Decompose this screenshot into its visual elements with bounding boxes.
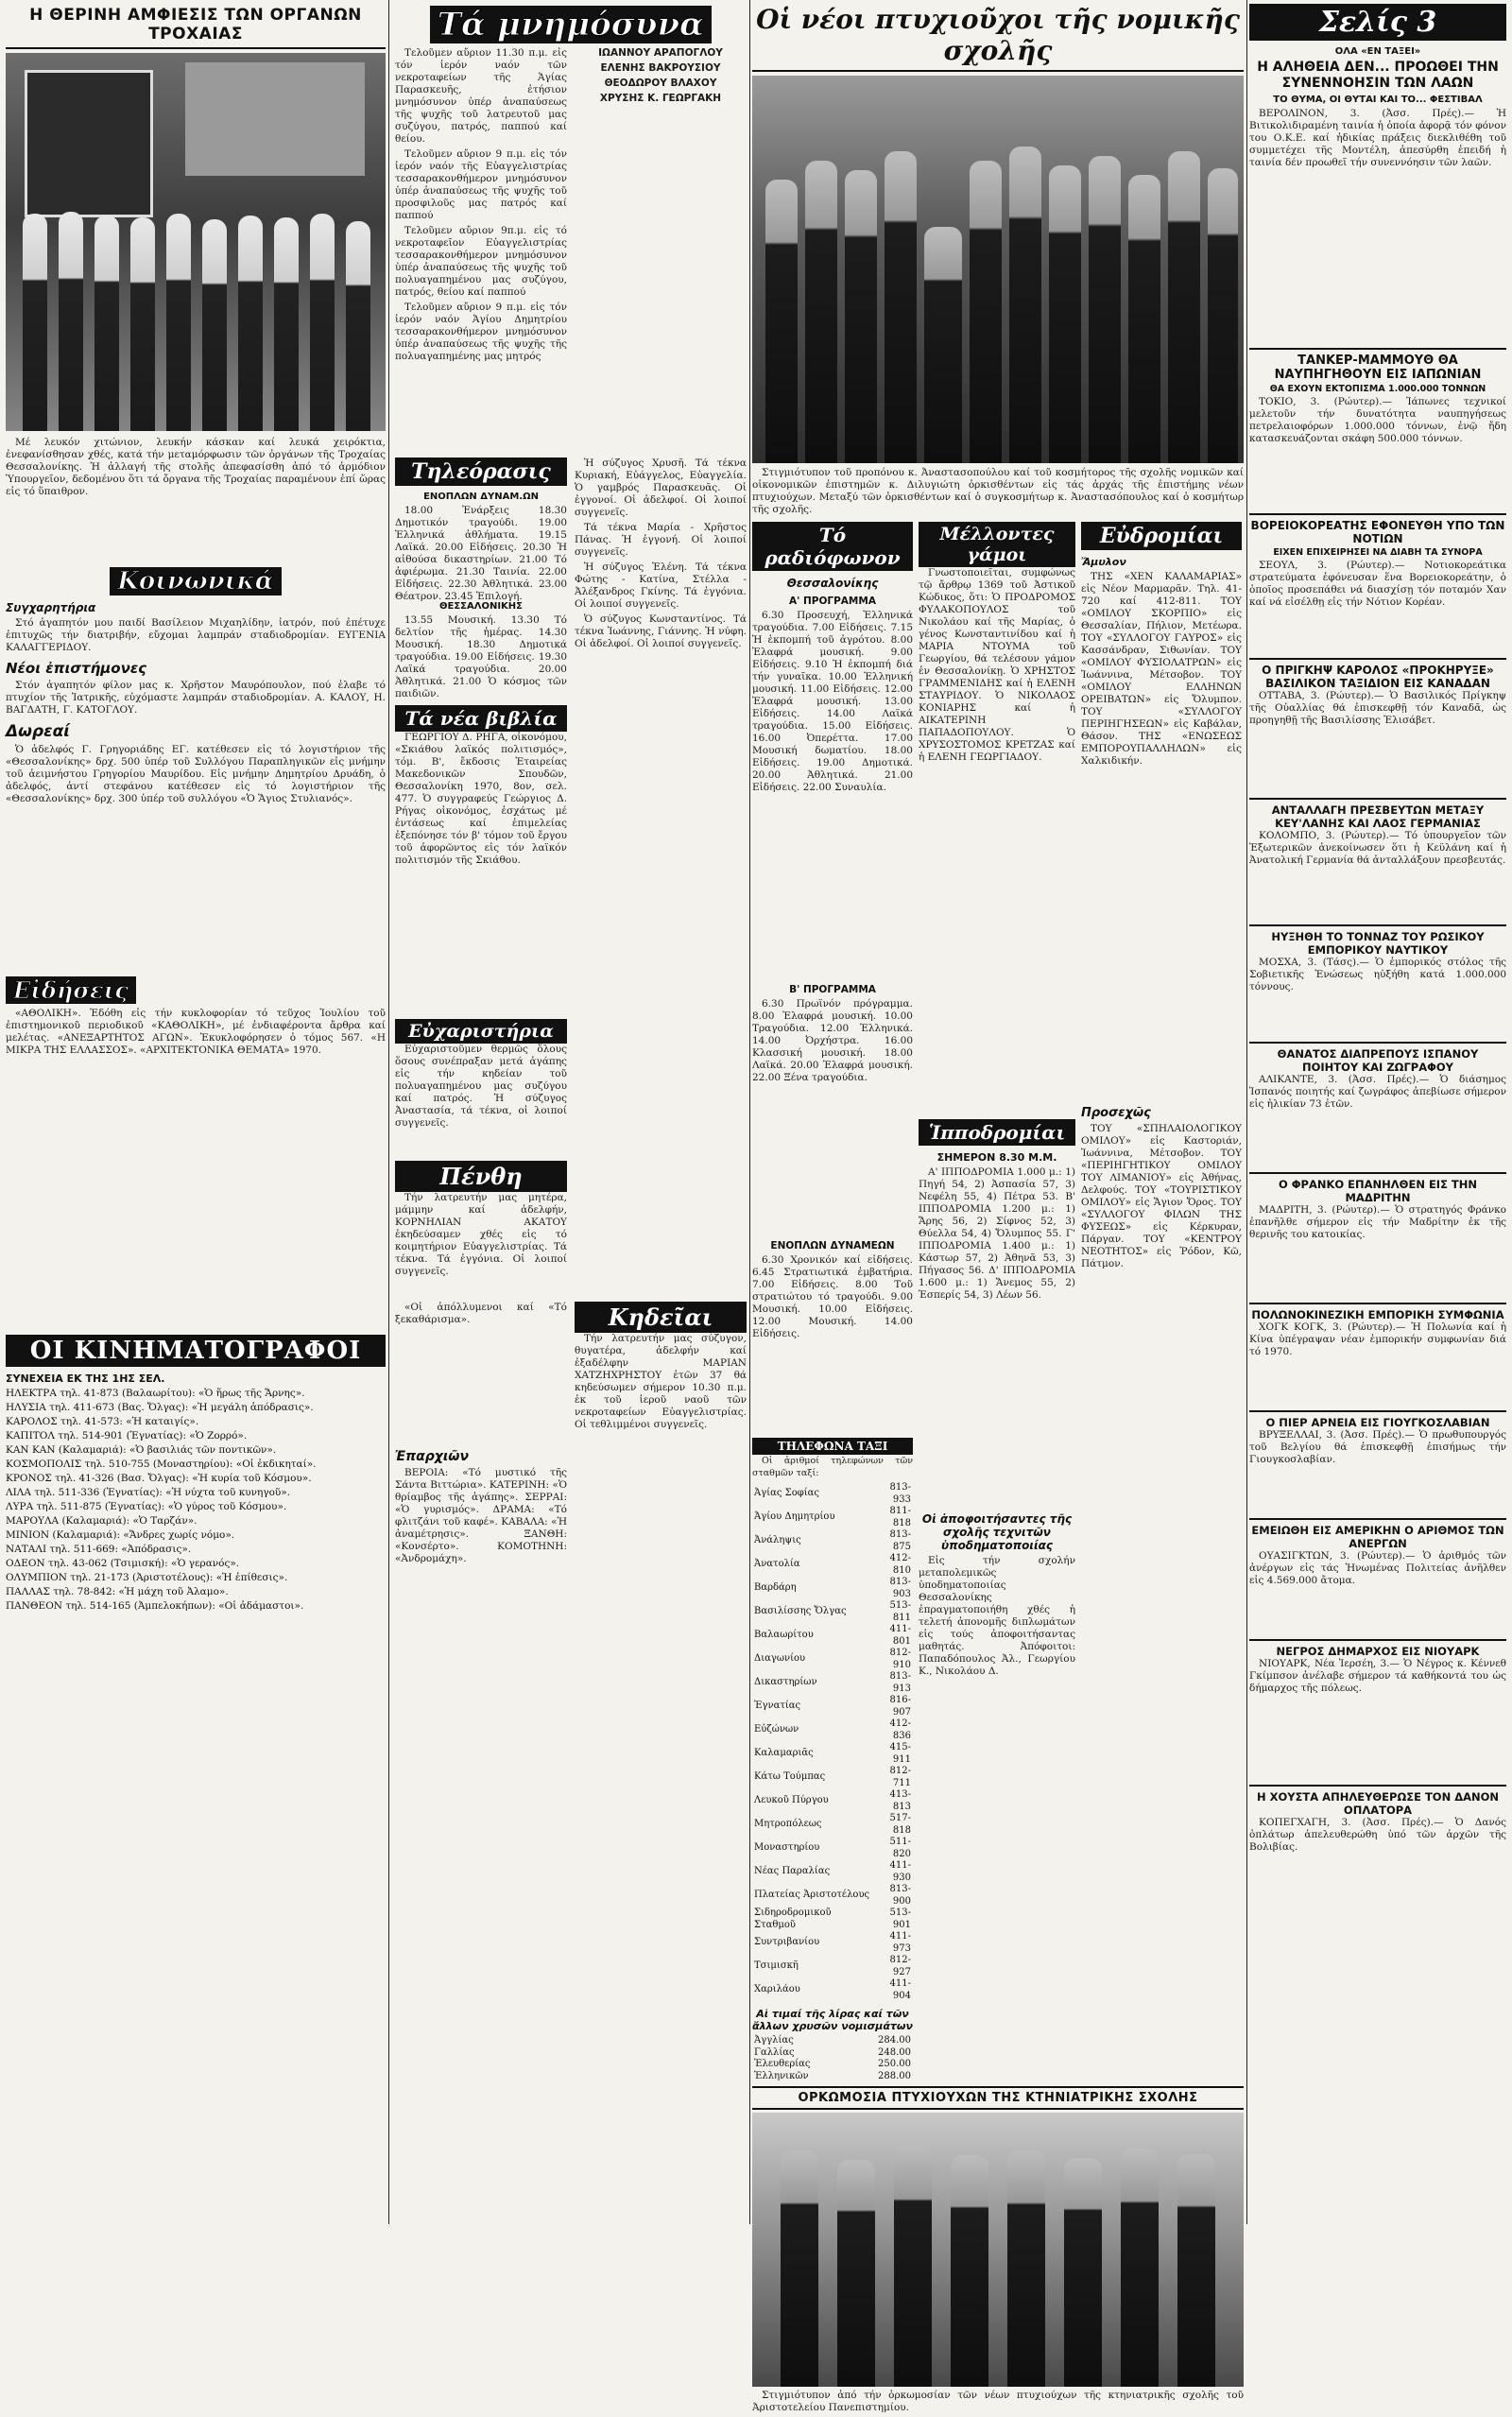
memorial-name: ΘΕΟΔΩΡΟΥ ΒΛΑΧΟΥ xyxy=(604,78,717,89)
taxi-phone-number: 511-820 xyxy=(889,1837,911,1859)
cinema-listing: ΜΙΝΙΟΝ (Καλαμαριά): «Ἄνδρες χωρίς νόμο». xyxy=(6,1529,235,1541)
radio-program-a-heading: Α' ΠΡΟΓΡΑΜΜΑ xyxy=(789,596,876,607)
taxi-phone-row xyxy=(752,1553,913,1577)
horse-racing-time: ΣΗΜΕΡΟΝ 8.30 Μ.Μ. xyxy=(936,1151,1057,1164)
divider xyxy=(1249,513,1506,515)
charles-headline: Ο ΠΡΙΓΚΗΨ ΚΑΡΟΛΟΣ «ΠΡΟΚΗΡΥΞΕ» ΒΑΣΙΛΙΚΟΝ ΤΑΞΙΔΙΟΝ ΕΙΣ ΚΑΝΑΔΑΝ xyxy=(1262,664,1494,690)
officer-figure xyxy=(130,217,155,431)
memorial-notice: Ὁ σύζυγος Κωνσταντίνος. Τά τέκνα Ἰωάννης, Γιάννης. Ἡ νύφη. Οἱ ἀδελφοί. Οἱ λοιποί συγγενεῖς. xyxy=(575,613,747,649)
korea-subheadline: ΕΙΧΕΝ ΕΠΙΧΕΙΡΗΣΕΙ ΝΑ ΔΙΑΒΗ ΤΑ ΣΥΝΟΡΑ xyxy=(1273,547,1483,558)
shoemakers-text: Εἰς τήν σχολήν μεταπολεμικῶς ὑποδηματοποιίας Θεσσαλονίκης ἐπραγματοποιήθη χθές ἡ τελετή ἀπονομῆς διπλωμάτων εἰς τούς ἀποφοιτήσαντας μαθητάς. Ἀπόφοιτοι: Παπαδόπουλος Ἀλ., Γεωργίου Κ., Νικολάου Δ. xyxy=(919,1555,1075,1677)
ambassadors-text: ΚΟΛΟΜΠΟ, 3. (Ρώυτερ).— Τό ὑπουργεῖον τῶν Ἐξωτερικῶν ἀνεκοίνωσεν ὅτι ἡ Κεϋλάνη καί ἡ Ἀνατολική Γερμανία θά ἀνταλλάξουν πρεσβευτάς. xyxy=(1249,830,1506,866)
officer-figure xyxy=(23,214,47,431)
divider xyxy=(1249,348,1506,350)
cinema-listing: ΚΑΝ ΚΑΝ (Καλαμαριά): «Ὁ βασιλιάς τῶν ποντικῶν». xyxy=(6,1444,277,1456)
taxi-stand-name: Σιδηροδρομικοῦ Σταθμοῦ xyxy=(754,1908,832,1930)
graduate-figure xyxy=(1168,151,1200,463)
taxi-phone-row xyxy=(752,1529,913,1553)
tanker-headline: ΤΑΝΚΕΡ-ΜΑΜΜΟΥΘ ΘΑ ΝΑΥΠΗΓΗΘΟΥΝ ΕΙΣ ΙΑΠΩΝΙΑΝ xyxy=(1274,354,1482,382)
taxi-stand-name: Πλατείας Ἀριστοτέλους xyxy=(754,1890,870,1901)
cinema-listing: ΜΑΡΟΥΛΑ (Καλαμαριά): «Ὁ Ταρζάν». xyxy=(6,1515,198,1527)
memorials-list xyxy=(395,47,567,454)
taxi-stand-name: Εὐζώνων xyxy=(754,1724,799,1735)
taxi-stand-name: Λευκοῦ Πύργου xyxy=(754,1795,829,1806)
taxi-phone-number: 816-907 xyxy=(889,1695,911,1718)
congrats-text: Στό ἀγαπητόν μου παιδί Βασίλειον Μιχαηλίδην, ἰατρόν, πού ἐπέτυχε ἐπιτυχῶς τήν διατριβήν, εὔχομαι λαμπράν σταδιοδρομίαν. ΕΥΓΕΝΙΑ ΚΑΛΑΓΓΕΡΙΔΟΥ. xyxy=(6,617,386,653)
tv-title: Τηλεόρασις xyxy=(395,458,567,486)
taxi-phone-row xyxy=(752,1718,913,1742)
memorials-body xyxy=(395,47,747,454)
newark-mayor-text: ΝΙΟΥΑΡΚ, Νέα Ἰερσέη, 3.— Ὁ Νέγρος κ. Κέννεθ Γκίμπσον ἀνέλαβε σήμερον τά καθήκοντά του ὡς δήμαρχος τῆς πόλεως. xyxy=(1249,1658,1506,1694)
graduate-figure xyxy=(1208,168,1238,463)
donations-text: Ὁ ἀδελφός Γ. Γρηγοριάδης ΕΓ. κατέθεσεν εἰς τό λογιστήριον τῆς «Θεσσαλονίκης» δρχ. 500 ὑπέρ τοῦ Συλλόγου Παραπληγικῶν εἰς μνήμην τοῦ ἀειμνήστου Γρηγορίου Μαυρίδου. Εἰς μνήμην Δημητρίου Δρυάδη, ὁ ἀδελφός, ἀντί στεφάνου κατέθεσεν εἰς τό λογιστήριον τῆς «Θεσσαλονίκης» δρχ. 300 ὑπέρ τοῦ συλλόγου «Ὁ Ἅγιος Στυλιανός». xyxy=(6,744,386,804)
taxi-phone-row xyxy=(752,1766,913,1789)
mourning-title: Πένθη xyxy=(395,1161,567,1192)
graduate-figure xyxy=(845,170,877,463)
divider xyxy=(1249,798,1506,800)
taxi-phone-row xyxy=(752,1813,913,1837)
taxi-phone-row xyxy=(752,1978,913,2002)
radio-subtitle: Θεσσαλονίκης xyxy=(786,577,879,590)
new-books-text: ΓΕΩΡΓΙΟΥ Δ. ΡΗΓΑ, οἰκονόμου, «Σκιάθου λαϊκός πολιτισμός», τόμ. Β', ἔκδοσις Ἑταιρείας Μακεδονικῶν Σπουδῶν, Θεσσαλονίκη 1970, 8ον, σελ. 477. Ὁ συγγραφεύς Γεώργιος Δ. Ρήγας οἰκονόμος, ἐσχάτως μέ ἐντάσεως καί ἐπιμελείας ἐξεπόνησε τόν β' τόμον τοῦ ἔργου τοῦ ἀφορῶντος εἰς τόν λαϊκόν πολιτισμόν τῆς Σκιάθου. xyxy=(395,732,567,866)
column-divider xyxy=(1246,0,1247,2224)
taxi-phones-title: ΤΗΛΕΦΩΝΑ ΤΑΞΙ xyxy=(752,1438,913,1455)
upcoming-text: ΤΟΥ «ΣΠΗΛΑΙΟΛΟΓΙΚΟΥ ΟΜΙΛΟΥ» εἰς Καστοριάν, Ἰωάννινα, Μέτσοβον. ΤΟΥ «ΠΕΡΙΗΓΗΤΙΚΟΥ ΟΜΙΛΟΥ ΤΟΥ ΛΙΜΑΝΙΟΥ» εἰς Ἀθήνας, Δελφούς. ΤΟΥ «ΤΟΥΡΙΣΤΙΚΟΥ ΟΜΙΛΟΥ» εἰς Ἄγιον Ὄρος. ΤΟΥ «ΣΥΛΛΟΓΟΥ ΦΙΛΩΝ ΤΗΣ ΦΥΣΕΩΣ» εἰς Κέρκυραν, Πάργαν. ΤΟΥ «ΚΕΝΤΡΟΥ ΝΕΟΤΗΤΟΣ» εἰς Ῥόδον, Κῶ, Πάτμον. xyxy=(1081,1123,1242,1269)
law-graduates-caption: Στιγμιότυπον τοῦ προπόνου κ. Ἀναστασοπούλου καί τοῦ κοσμήτορος τῆς σχολῆς νομικῶν καί οἰκονομικῶν ἐπιστημῶν κ. Διλυγιώτη ὁρκισθέντων εἰς τάς ἀρχάς τῆς ἐπιστήμης νέων πτυχιούχων. Μεταξύ τῶν ὁρκισθέντων καί ὁ συγκοσμήτωρ κ. Ἀναστασόπουλος καί ὁ κοσμήτωρ τῆς σχολῆς. xyxy=(752,467,1244,515)
graduate-figure xyxy=(1128,175,1160,463)
ambassadors-headline: ΑΝΤΑΛΛΑΓΗ ΠΡΕΣΒΕΥΤΩΝ ΜΕΤΑΞΥ ΚΕΥ'ΛΑΝΗΣ ΚΑΙ ΛΑΟΣ ΓΕΡΜΑΝΙΑΣ xyxy=(1271,803,1485,830)
column-1 xyxy=(6,0,386,1614)
coin-price: 248.00 xyxy=(878,2046,911,2058)
tv-schedule: 18.00 Ἐνάρξεις 18.30 Δημοτικόν τραγούδι. 19.00 Ἑλληνικά ἀθλήματα. 19.15 Λαϊκά. 20.00 Εἰδήσεις. 20.30 Ἡ αἰθούσα δικαστηρίων. 21.00 Τό ἀφιέρωμα. 21.30 Ταινία. 22.00 Εἰδήσεις. 22.30 Ἀθλητικά. 23.00 Θέατρον. 23.45 Ἐπιλογή. xyxy=(395,505,567,602)
provinces-heading: Ἐπαρχιῶν xyxy=(395,1449,469,1464)
taxi-phone-number: 813-933 xyxy=(889,1482,911,1505)
taxi-phone-row xyxy=(752,1931,913,1955)
cinema-listing: ΚΑΠΙΤΟΛ τηλ. 514-901 (Ἐγνατίας): «Ὁ Ζορρό». xyxy=(6,1430,248,1442)
taxi-stand-name: Συντριβανίου xyxy=(754,1937,820,1948)
gold-prices-table xyxy=(752,2035,913,2082)
thanks-text: Εὐχαριστοῦμεν θερμῶς ὅλους ὅσους συνέπραξαν μετά ἀγάπης εἰς τήν κηδείαν τοῦ πολυαγαπημένου μας συζύγου καί πατρός. Ἡ σύζυγος Ἀναστασία, τά τέκνα, οἱ λοιποί συγγενεῖς. xyxy=(395,1044,567,1129)
funerals-text: Τήν λατρευτήν μας σύζυγον, θυγατέρα, ἀδελφήν καί ἐξαδέλφην ΜΑΡΙΑΝ ΧΑΤΖΗΧΡΗΣΤΟΥ ἐτῶν 37 θά κηδεύσωμεν σήμερον 10.30 π.μ. ἐκ τοῦ ἱεροῦ ναοῦ τῶν νεκροταφείων Εὐαγγελιστρίας. Οἱ τεθλιμμένοι συγγενεῖς. xyxy=(575,1333,747,1430)
graduate-figure xyxy=(1064,2158,1102,2387)
graduate-figure xyxy=(951,2155,988,2387)
tanker-text: ΤΟΚΙΟ, 3. (Ρώυτερ).— Ἰάπωνες τεχνικοί μελετοῦν τήν δυνατότητα ναυπηγήσεως πετρελαιοφόρων 1.000.000 τόννων, ἐνῷ ἤδη κατασκευάζονται σκάφη 500.000 τόννων. xyxy=(1249,396,1506,444)
lower-col2 xyxy=(395,1302,747,1826)
tonnage-text: ΜΟΣΧΑ, 3. (Τάσς).— Ὁ ἐμπορικός στόλος τῆς Σοβιετικῆς Ἑνώσεως ηὐξήθη κατά 1.000.000 τόννους. xyxy=(1249,957,1506,993)
column-4 xyxy=(1249,0,1506,1892)
taxi-phone-row xyxy=(752,1742,913,1766)
taxi-phone-row xyxy=(752,1648,913,1671)
law-graduates-photo xyxy=(752,76,1244,463)
graduate-figure xyxy=(1049,165,1081,463)
tonnage-headline: ΗΥΞΗΘΗ ΤΟ ΤΟΝΝΑΖ ΤΟΥ ΡΩΣΙΚΟΥ ΕΜΠΟΡΙΚΟΥ ΝΑΥΤΙΚΟΥ xyxy=(1271,930,1485,957)
cinema-list xyxy=(6,1388,386,1613)
taxi-stand-name: Ἀνάληψις xyxy=(754,1535,801,1546)
danish-release-text: ΚΟΠΕΓΧΑΓΗ, 3. (Ἀσσ. Πρές).— Ὁ Δανός ὁπλάτωρ ἀπελευθερώθη ὑπό τῶν ἀρχῶν τῆς Βολιβίας. xyxy=(1249,1817,1506,1853)
taxi-phone-number: 813-903 xyxy=(889,1577,911,1599)
traffic-police-photo xyxy=(6,53,386,431)
cinema-listing: ΗΛΥΣΙΑ τηλ. 411-673 (Βας. Ὄλγας): «Ἡ μεγάλη ἀπόδρασις». xyxy=(6,1402,314,1413)
coin-name: Ἐλευθερίας xyxy=(754,2059,811,2069)
taxi-phones-intro: Οἱ ἀριθμοί τηλεφώνων τῶν σταθμῶν ταξί: xyxy=(752,1456,913,1478)
taxi-stand-name: Καλαμαριᾶς xyxy=(754,1748,814,1759)
provinces-text: ΒΕΡΟΙΑ: «Τό μυστικό τῆς Σάντα Βιττώρια». ΚΑΤΕΡΙΝΗ: «Ὁ θρίαμβος τῆς ἀγάπης». ΣΕΡΡΑΙ: «Ὁ γυρισμός». ΔΡΑΜΑ: «Τό φλιτζάνι τοῦ καφέ». ΚΑΒΑΛΑ: «Ἡ ἀναμέτρησις». ΞΑΝΘΗ: «Κονσέρτο». ΚΟΜΟΤΗΝΗ: «Ἀνδρομάχη». xyxy=(395,1467,567,1564)
divider xyxy=(1249,1042,1506,1044)
poland-china-text: ΧΟΓΚ ΚΟΓΚ, 3. (Ρώυτερ).— Ἡ Πολωνία καί ἡ Κίνα ὑπέγραψαν νέαν ἐμπορικήν συμφωνίαν διά τό 1970. xyxy=(1249,1321,1506,1357)
taxi-phone-number: 411-801 xyxy=(889,1624,911,1647)
poet-death-text: ΑΛΙΚΑΝΤΕ, 3. (Ἀσσ. Πρές).— Ὁ διάσημος Ἱσπανός ποιητής καί ζωγράφος ἀπεβίωσε σήμερον εἰς ἡλικίαν 73 ἐτῶν. xyxy=(1249,1074,1506,1110)
armed-forces-radio-heading: ΕΝΟΠΛΩΝ ΔΥΝΑΜΕΩΝ xyxy=(770,1240,895,1252)
graduate-figure xyxy=(837,2160,875,2387)
thanks-title: Εὐχαριστήρια xyxy=(395,1019,567,1044)
taxi-phone-row xyxy=(752,1506,913,1529)
weddings-text: Γνωστοποιεῖται, συμφώνως τῷ ἄρθρῳ 1369 τοῦ Ἀστικοῦ Κώδικος, ὅτι: Ὁ ΠΡΟΔΡΟΜΟΣ ΦΥΛΑΚΟΠΟΥΛΟΣ τοῦ Νικολάου καί τῆς Μαρίας, ὁ γένος Κωνσταντινίδου καί ἡ ΜΑΡΙΑ ΝΤΟΥΜΑ τοῦ Γεωργίου, θά τελέσουν γάμον ἐν Θεσσαλονίκῃ. Ὁ ΧΡΗΣΤΟΣ ΓΡΑΜΜΕΝΙΔΗΣ καί ἡ ΕΛΕΝΗ ΣΤΑΥΡΙΔΟΥ. Ὁ ΝΙΚΟΛΑΟΣ ΚΟΝΙΑΡΗΣ καί ἡ ΑΙΚΑΤΕΡΙΝΗ ΠΑΠΑΔΟΠΟΥΛΟΥ. Ὁ ΧΡΥΣΟΣΤΟΜΟΣ ΚΡΕΤΖΑΣ καί ἡ ΕΛΕΝΗ ΓΕΩΡΓΙΑΔΟΥ. xyxy=(919,567,1075,763)
radio-program-b-heading: Β' ΠΡΟΓΡΑΜΜΑ xyxy=(789,984,876,995)
divider xyxy=(1249,1172,1506,1174)
lead-text: ΒΕΡΟΛΙΝΟΝ, 3. (Ἀσσ. Πρές).— Ἡ Βιτικολιδιραμένη ταινία ἡ ὁποία ἀφορᾷ τόν φόνον του Ο.Κ.Ε. καί ἠδικίας πράξεις διεκλιθέθη τοῦ συμμετέχει τῆς Μοντέλη, ἀπεσύρθη ἐπειδή ἡ ταινία δέν προωθεῖ τήν συνεννόησιν τῶν λαῶν. xyxy=(1249,108,1506,168)
taxi-stand-name: Ἀγίου Δημητρίου xyxy=(754,1511,835,1523)
funerals-block xyxy=(575,1302,747,1826)
yugoslavia-text: ΒΡΥΞΕΛΛΑΙ, 3. (Ἀσσ. Πρές).— Ὁ πρωθυπουργός τοῦ Βελγίου θά ἐπισκεφθῇ ἐπισήμως τήν Γιουγκοσλαβίαν. xyxy=(1249,1429,1506,1465)
taxi-phone-row xyxy=(752,1884,913,1908)
taxi-phone-number: 415-911 xyxy=(889,1742,911,1765)
excursions-subtitle: Ἄμυλον xyxy=(1081,556,1126,568)
column-2 xyxy=(395,0,747,1826)
excursions-subcolumn xyxy=(1081,522,1242,2082)
cinemas-subtitle: ΣΥΝΕΧΕΙΑ ΕΚ ΤΗΣ 1ΗΣ ΣΕΛ. xyxy=(6,1373,165,1385)
cinema-listing: ΛΥΡΑ τηλ. 511-875 (Ἐγνατίας): «Ὁ γύρος τοῦ Κόσμου». xyxy=(6,1501,287,1512)
page-number-masthead: Σελίς 3 xyxy=(1249,4,1506,41)
korea-text: ΣΕΟΥΛ, 3. (Ρώυτερ).— Νοτιοκορεάτικα στρατεύματα ἐφόνευσαν ἕνα Βορειοκορεάτην, ὁ ὁποῖος προσεπάθει νά διασχίσῃ τόν ποταμόν Χαν καί νά εἰσέλθῃ εἰς τήν Νότιον Κορέαν. xyxy=(1249,560,1506,608)
graduate-figure xyxy=(924,227,962,463)
column-divider xyxy=(388,0,389,2224)
weddings-subcolumn xyxy=(919,522,1075,2082)
franco-text: ΜΑΔΡΙΤΗ, 3. (Ρώυτερ).— Ὁ στρατηγός Φράνκο ἐπανῆλθε σήμερον εἰς τήν Μαδρίτην ἐκ τῆς θερινῆς του κατοικίας. xyxy=(1249,1204,1506,1240)
gold-price-row xyxy=(752,2047,913,2060)
social-section-header xyxy=(6,567,386,596)
col3-lower xyxy=(752,522,1244,2082)
taxi-phone-row xyxy=(752,1624,913,1648)
memorial-notice: Τελοῦμεν αὔριον 9π.μ. εἰς τό νεκροταφεῖον Εὐαγγελιστρίας τεσσαρακονθήμερον μνημόσυνον ὑπέρ ἀναπαύσεως τῆς ψυχῆς τοῦ πολυαγαπημένου μας συζύγου, πατρός, θείου καί παππού xyxy=(395,225,567,298)
radio-program-b: 6.30 Πρωϊνόν πρόγραμμα. 8.00 Ἐλαφρά μουσική. 10.00 Τραγούδια. 12.00 Ἑλληνικά. 14.00 Ὀρχήστρα. 16.00 Κλασσική μουσική. 18.00 Λαϊκά. 20.00 Ἐλαφρά μουσική. 22.00 Ξένα τραγούδια. xyxy=(752,998,913,1083)
cinemas-title: ΟΙ ΚΙΝΗΜΑΤΟΓΡΑΦΟΙ xyxy=(6,1335,386,1367)
charles-text: ΟΤΤΑΒΑ, 3. (Ρώυτερ).— Ὁ Βασιλικός Πρίγκηψ τῆς Οὐαλλίας θά ἐπισκεφθῇ τόν Καναδᾶ, ὡς προηγηθῇ τῆς Βασιλίσσης Ἐλισάβετ. xyxy=(1249,690,1506,726)
taxi-stand-name: Δικαστηρίων xyxy=(754,1677,817,1688)
cinema-listing: ΚΡΟΝΟΣ τηλ. 41-326 (Βασ. Ὄλγας): «Ἡ κυρία τοῦ Κόσμου». xyxy=(6,1473,312,1484)
cinema-listing: ΝΑΤΑΛΙ τηλ. 511-669: «Ἀπόδρασις». xyxy=(6,1544,192,1555)
news-text: «ΑΘΟΛΙΚΗ». Ἐδόθη εἰς τήν κυκλοφορίαν τό τεῦχος Ἰουλίου τοῦ ἐπιστημονικοῦ περιοδικοῦ «ΚΑΘΟΛΙΚΗ», μέ ἐνδιαφέροντα ἄρθρα καί μελέτας. «ΑΝΕΞΑΡΤΗΤΟΣ ΑΓΩΝ». Ἐκυκλοφόρησεν ὁ τόμος 567. «Η ΜΙΚΡΑ ΤΗΣ ΕΛΛΑΣΣΟΣ». «ΑΡΧΙΤΕΚΤΟΝΙΚΑ ΘΕΜΑΤΑ» 1970. xyxy=(6,1008,386,1056)
taxi-stand-name: Βαλαωρίτου xyxy=(754,1630,814,1641)
lead-headline: Η ΑΛΗΘΕΙΑ ΔΕΝ... ΠΡΟΩΘΕΙ ΤΗΝ ΣΥΝΕΝΝΟΗΣΙΝ ΤΩΝ ΛΑΩΝ xyxy=(1257,60,1499,91)
taxi-phone-number: 411-973 xyxy=(889,1931,911,1954)
excursions-title: Εὐδρομίαι xyxy=(1081,522,1242,550)
graduate-figure xyxy=(894,2146,932,2387)
memorial-notice: Ἡ σύζυγος Ἑλένη. Τά τέκνα Φώτης - Κατίνα, Στέλλα - Ἀλέξανδρος Γκίνης. Τά ἐγγόνια. Οἱ λοιποί συγγενεῖς. xyxy=(575,561,747,610)
memorial-notice: Τελοῦμεν αὔριον 11.30 π.μ. εἰς τόν ἱερόν ναόν τῶν νεκροταφείων τῆς Ἁγίας Παρασκευῆς, ἐτήσιον μνημόσυνον ὑπέρ ἀναπαύσεως τῆς ψυχῆς τοῦ λατρευτοῦ μας συζύγου, πατρός, παππού καί θείου. xyxy=(395,47,567,145)
taxi-stand-name: Κάτω Τούμπας xyxy=(754,1771,826,1783)
graduate-figure xyxy=(1009,147,1041,463)
officer-figure xyxy=(274,217,299,431)
news-section-header xyxy=(6,976,386,1004)
taxi-phone-number: 513-901 xyxy=(889,1908,911,1930)
radio-program-a: 6.30 Προσευχή, Ἑλληνικά τραγούδια. 7.00 Εἰδήσεις. 7.15 Ἡ ἐκπομπή τοῦ ἀγρότου. 8.00 Ἐλαφρά μουσική. 9.00 Εἰδήσεις. 9.10 Ἡ ἐκπομπή διά τήν γυναῖκα. 10.00 Ἑλληνική μουσική. 11.00 Εἰδήσεις. 12.00 Ἐλαφρά μουσική. 13.00 Εἰδήσεις. 14.00 Λαϊκά τραγούδια. 15.00 Εἰδήσεις. 16.00 Ὀπερέττα. 17.00 Μουσική δωματίου. 18.00 Εἰδήσεις. 19.00 Δημοτικά. 20.00 Ἀθλητικά. 21.00 Εἰδήσεις. 22.00 Συναυλία. xyxy=(752,610,913,793)
officer-figure xyxy=(202,219,227,431)
graduate-figure xyxy=(1089,156,1121,463)
taxi-phone-row xyxy=(752,1600,913,1624)
taxi-phone-number: 513-811 xyxy=(889,1600,911,1623)
memorial-notice: Τά τέκνα Μαρία - Χρῆστος Πάνας. Ἡ ἐγγονή. Οἱ λοιποί συγγενεῖς. xyxy=(575,522,747,558)
memorial-name: ΕΛΕΝΗΣ ΒΑΚΡΟΥΣΙΟΥ xyxy=(600,62,721,74)
weddings-title: Μέλλοντες γάμοι xyxy=(919,522,1075,567)
taxi-stand-name: Χαριλάου xyxy=(754,1984,800,1995)
donations-heading: Δωρεαί xyxy=(6,722,70,741)
cinema-listing: ΗΛΕΚΤΡΑ τηλ. 41-873 (Βαλαωρίτου): «Ὁ ἥρως τῆς Ἄρνης». xyxy=(6,1388,305,1399)
gold-price-row xyxy=(752,2035,913,2047)
building-doorway xyxy=(25,70,153,217)
divider xyxy=(1249,1639,1506,1641)
building-facade xyxy=(185,62,365,176)
coin-price: 284.00 xyxy=(878,2035,911,2046)
upcoming-heading: Προσεχῶς xyxy=(1081,1106,1151,1120)
tv-subtitle: ΕΝΟΠΛΩΝ ΔΥΝΑΜ.ΩΝ xyxy=(423,492,539,502)
memorials-header xyxy=(395,0,747,47)
left-subcolumn xyxy=(395,458,567,1296)
taxi-stand-name: Ἀνατολία xyxy=(754,1559,800,1570)
tv-books-row xyxy=(395,458,747,1296)
thessaloniki-tv-schedule: 13.55 Μουσική. 13.30 Τό δελτίον τῆς ἡμέρας. 14.30 Μουσική. 18.30 Δημοτικά τραγούδια. 19.00 Εἰδήσεις. 19.30 Λαϊκά τραγούδια. 20.00 Ἀθλητικά. 21.00 Ὁ κόσμος τῶν παιδιῶν. xyxy=(395,614,567,699)
officer-figure xyxy=(94,216,119,431)
taxi-stand-name: Βαρδάρη xyxy=(754,1582,797,1594)
taxi-phone-row xyxy=(752,1955,913,1978)
taxi-phone-number: 813-875 xyxy=(889,1529,911,1552)
graduate-figure xyxy=(970,161,1002,463)
taxi-phone-row xyxy=(752,1482,913,1506)
taxi-phone-row xyxy=(752,1837,913,1860)
news-title: Εἰδήσεις xyxy=(6,976,136,1004)
radio-title: Τό ραδιόφωνον xyxy=(752,522,913,571)
divider xyxy=(1249,1785,1506,1787)
new-scientists-text: Στόν ἀγαπητόν φίλον μας κ. Χρῆστον Μαυρόπουλον, πού ἐλαβε τό πτυχίον τῆς Ἰατρικῆς, εὐχόμαστε λαμπράν σταδιοδρομίαν. Α. ΚΑΛΟΥ, Η. ΒΑΓΔΑΤΗ, Γ. ΚΑΤΟΓΛΟΥ. xyxy=(6,680,386,716)
memorials-list-continued xyxy=(575,47,747,454)
lead-tag: ΟΛΑ «ΕΝ ΤΑΞΕΙ» xyxy=(1334,46,1421,57)
mourning-text: Τήν λατρευτήν μας μητέρα, μάμμην καί ἀδελφήν, ΚΟΡΝΗΛΙΑΝ ΑΚΑΤΟΥ ἐκηδεύσαμεν χθές εἰς τό κοιμητήριον Εὐαγγελιστρίας. Τά τέκνα. Τά ἐγγόνια. Οἱ λοιποί συγγενεῖς. xyxy=(395,1192,567,1277)
taxi-phone-number: 411-930 xyxy=(889,1860,911,1883)
graduate-figure xyxy=(1007,2150,1045,2387)
gold-price-row xyxy=(752,2071,913,2083)
taxi-stand-name: Ἀγίας Σοφίας xyxy=(754,1488,820,1499)
memorial-name: ΙΩΑΝΝΟΥ ΑΡΑΠΟΓΛΟΥ xyxy=(598,47,723,59)
newark-mayor-headline: ΝΕΓΡΟΣ ΔΗΜΑΡΧΟΣ ΕΙΣ ΝΙΟΥΑΡΚ xyxy=(1276,1645,1480,1658)
cinema-listing: ΚΑΡΟΛΟΣ τηλ. 41-573: «Ἡ καταιγίς». xyxy=(6,1416,199,1427)
taxi-phone-number: 812-910 xyxy=(889,1648,911,1670)
coin-name: Ἑλληνικῶν xyxy=(754,2070,809,2081)
gold-prices-heading: Αἱ τιμαί τῆς λίρας καί τῶν ἄλλων χρυσῶν νομισμάτων xyxy=(752,2008,913,2032)
taxi-stand-name: Ἐγνατίας xyxy=(754,1701,801,1712)
thessaloniki-tv-heading: ΘΕΣΣΑΛΟΝΙΚΗΣ xyxy=(438,601,523,612)
cinema-listing: ΟΔΕΟΝ τηλ. 43-062 (Τσιμισκή): «Ὁ γερανός». xyxy=(6,1558,240,1569)
horse-racing-title: Ἱπποδρομίαι xyxy=(919,1119,1075,1146)
franco-headline: Ο ΦΡΑΝΚΟ ΕΠΑΝΗΛΘΕΝ ΕΙΣ ΤΗΝ ΜΑΔΡΙΤΗΝ xyxy=(1278,1178,1478,1204)
coin-name: Γαλλίας xyxy=(754,2046,795,2058)
memorial-notice: Ἡ σύζυγος Χρυσῆ. Τά τέκνα Κυριακή, Εὐάγγελος, Εὐαγγελία. Ὁ γαμβρός Παρασκευᾶς. Οἱ ἐγγονοί. Οἱ ἀδελφοί. Οἱ λοιποί συγγενεῖς. xyxy=(575,458,747,518)
taxi-phone-row xyxy=(752,1908,913,1931)
cinema-listing: ΠΑΝΘΕΟΝ τηλ. 514-165 (Ἀμπελοκήπων): «Οἱ ἀδάμαστοι». xyxy=(6,1600,304,1612)
taxi-phone-number: 813-913 xyxy=(889,1671,911,1694)
taxi-phone-row xyxy=(752,1671,913,1695)
divider xyxy=(1249,1518,1506,1520)
taxi-phone-number: 812-927 xyxy=(889,1955,911,1977)
taxi-stand-name: Διαγωνίου xyxy=(754,1653,806,1665)
taxi-phone-row xyxy=(752,1860,913,1884)
taxi-phone-row xyxy=(752,1577,913,1600)
column-divider xyxy=(749,0,750,2224)
poet-death-headline: ΘΑΝΑΤΟΣ ΔΙΑΠΡΕΠΟΥΣ ΙΣΠΑΝΟΥ ΠΟΙΗΤΟΥ ΚΑΙ ΖΩΓΡΑΦΟΥ xyxy=(1277,1047,1479,1074)
tanker-subheadline: ΘΑ ΕΧΟΥΝ ΕΚΤΟΠΙΣΜΑ 1.000.000 ΤΟΝΝΩΝ xyxy=(1269,384,1486,394)
social-title: Κοινωνικά xyxy=(110,567,281,596)
vet-oath-photo xyxy=(752,2113,1244,2387)
taxi-stand-name: Νέας Παραλίας xyxy=(754,1866,831,1877)
cinema-continued xyxy=(395,1302,567,1826)
traffic-uniform-headline: Η ΘΕΡΙΝΗ ΑΜΦΙΕΣΙΣ ΤΩΝ ΟΡΓΑΝΩΝ ΤΡΟΧΑΙΑΣ xyxy=(6,0,386,49)
taxi-phone-number: 812-711 xyxy=(889,1766,911,1788)
shoemakers-heading: Οἱ ἀποφοιτήσαντες τῆς σχολῆς τεχνιτῶν ὑποδηματοποιίας xyxy=(921,1512,1073,1552)
cinema-listing: ΠΑΛΛΑΣ τηλ. 78-842: «Ἡ μάχη τοῦ Ἀλαμο». xyxy=(6,1586,229,1597)
memorials-title: Τά μνημόσυνα xyxy=(430,6,712,43)
new-scientists-heading: Νέοι ἐπιστήμονες xyxy=(6,660,147,677)
new-books-title: Τά νέα βιβλία xyxy=(395,705,567,732)
photo-caption: Μέ λευκόν χιτώνιον, λευκήν κάσκαν καί λευκά χειρόκτια, ἐνεφανίσθησαν χθές, κατά τήν μεταμόρφωσιν τῶν ὀργάνων τῆς Τροχαίας Θεσσαλονίκης. Ἡ ἀλλαγή τῆς στολῆς ἀπεφασίσθη ἀπό τό ἀρμόδιον Ὑπουργεῖον, δεδομένου ὅτι τά ὄργανα τῆς Τροχαίας παραμένουν ἐπί ὥρας εἰς τό ὕπαιθρον. xyxy=(6,437,386,497)
memorials-list-more xyxy=(575,458,747,1289)
horse-racing-text: Α' ΙΠΠΟΔΡΟΜΙΑ 1.000 μ.: 1) Πηγή 54, 2) Ἀσπασία 57, 3) Νεφέλη 55, 4) Πέτρα 53. Β' ΙΠΠΟΔΡΟΜΙΑ 1.200 μ.: 1) Ἄρης 56, 2) Σίφνος 52, 3) Θύελλα 54, 4) Ὄλυμπος 55. Γ' ΙΠΠΟΔΡΟΜΙΑ 1.400 μ.: 1) Κάστωρ 57, 2) Ἀθηνᾶ 53, 3) Πήγασος 56. Δ' ΙΠΠΟΔΡΟΜΙΑ 1.600 μ.: 1) Ἄνεμος 55, 2) Ἑσπερίς 54, 3) Λέων 56. xyxy=(919,1166,1075,1301)
officer-figure xyxy=(310,214,335,431)
taxi-phone-number: 813-900 xyxy=(889,1884,911,1907)
taxi-phone-row xyxy=(752,1695,913,1718)
cinema-listing: ΚΟΣΜΟΠΟΛΙΣ τηλ. 510-755 (Μοναστηρίου): «Οἱ ἐκδικηταί». xyxy=(6,1459,317,1470)
divider xyxy=(1249,1410,1506,1412)
taxi-stand-name: Μοναστηρίου xyxy=(754,1842,820,1854)
officer-figure xyxy=(346,221,370,431)
memorial-name: ΧΡΥΣΗΣ Κ. ΓΕΩΡΓΑΚΗ xyxy=(599,93,722,104)
funerals-title: Κηδεῖαι xyxy=(575,1302,747,1333)
taxi-phones-table xyxy=(752,1482,913,2002)
taxi-phone-row xyxy=(752,1789,913,1813)
cinema-listing: ΟΛΥΜΠΙΟΝ τηλ. 21-173 (Ἀριστοτέλους): «Ἡ ἐπίθεσις». xyxy=(6,1572,288,1583)
lead-subheadline: ΤΟ ΘΥΜΑ, ΟΙ ΘΥΤΑΙ ΚΑΙ ΤΟ... ΦΕΣΤΙΒΑΛ xyxy=(1273,95,1483,105)
column-3 xyxy=(752,0,1244,2417)
cinema-listing: ΛΙΛΑ τηλ. 511-336 (Ἐγνατίας): «Ἡ νύχτα τοῦ κυνηγοῦ». xyxy=(6,1487,291,1498)
cinema-extra-text: «Οἱ ἀπόλλυμενοι καί «Τό ξεκαθάρισμα». xyxy=(395,1302,567,1325)
graduate-figure xyxy=(1177,2154,1215,2387)
taxi-phone-number: 411-904 xyxy=(889,1978,911,2001)
graduate-figure xyxy=(1121,2149,1159,2387)
danish-release-headline: Η ΧΟΥΣΤΑ ΑΠΗΛΕΥΘΕΡΩΣΕ ΤΟΝ ΔΑΝΟΝ ΟΠΛΑΤΟΡΑ xyxy=(1256,1790,1500,1817)
taxi-stand-name: Μητροπόλεως xyxy=(754,1819,822,1830)
korea-headline: ΒΟΡΕΙΟΚΟΡΕΑΤΗΣ ΕΦΟΝΕΥΘΗ ΥΠΟ ΤΩΝ ΝΟΤΙΩΝ xyxy=(1250,519,1505,545)
taxi-phone-number: 412-810 xyxy=(889,1553,911,1576)
graduate-figure xyxy=(805,161,837,463)
poland-china-headline: ΠΟΛΩΝΟΚΙΝΕΖΙΚΗ ΕΜΠΟΡΙΚΗ ΣΥΜΦΩΝΙΑ xyxy=(1251,1308,1504,1321)
taxi-phone-number: 413-813 xyxy=(889,1789,911,1812)
divider xyxy=(1249,924,1506,926)
coin-price: 288.00 xyxy=(878,2070,911,2081)
officer-figure xyxy=(238,216,263,431)
coin-name: Ἀγγλίας xyxy=(754,2035,794,2046)
taxi-phone-number: 811-818 xyxy=(889,1506,911,1528)
memorial-notice: Τελοῦμεν αὔριον 9 π.μ. εἰς τόν ἱερόν ναόν τῆς Εὐαγγελιστρίας τεσσαρακονθήμερον μνημόσυνον ὑπέρ ἀναπαύσεως τῆς ψυχῆς τοῦ προσφιλοῦς μας πατρός καί παππού xyxy=(395,148,567,221)
graduate-figure xyxy=(781,2150,818,2387)
taxi-phone-number: 517-818 xyxy=(889,1813,911,1836)
gold-price-row xyxy=(752,2059,913,2071)
radio-subcolumn xyxy=(752,522,913,2082)
memorial-notice: Τελοῦμεν αὔριον 9 π.μ. εἰς τόν ἱερόν ναόν Ἁγίου Δημητρίου τεσσαρακονθήμερον μνημόσυνον ὑπέρ ἀναπαύσεως τῆς ψυχῆς τῆς πολυαγαπημένης μας μητρός xyxy=(395,302,567,362)
taxi-phone-number: 412-836 xyxy=(889,1718,911,1741)
unemployment-text: ΟΥΑΣΙΓΚΤΩΝ, 3. (Ρώυτερ).— Ὁ ἀριθμός τῶν ἀνέργων εἰς τάς Ἡνωμένας Πολιτείας ἀνῆλθεν εἰς 4.569.000 ἄτομα. xyxy=(1249,1550,1506,1586)
excursions-text: ΤΗΣ «ΧΕΝ ΚΑΛΑΜΑΡΙΑΣ» εἰς Νέον Μαρμαρᾶν. Τηλ. 41-720 καί 412-811. ΤΟΥ «ΟΜΙΛΟΥ ΣΚΟΡΠΙΟ» εἰς Θεσσαλίαν, Πήλιον, Μετέωρα. ΤΟΥ «ΣΥΛΛΟΓΟΥ ΓΑΥΡΟΣ» εἰς Κασσάνδραν, Σιθωνίαν. ΤΟΥ «ΟΜΙΛΟΥ ΦΥΣΙΟΛΑΤΡΩΝ» εἰς Ἰωάννινα, Μέτσοβον. ΤΟΥ «ΟΜΙΛΟΥ ΕΛΛΗΝΩΝ ΟΡΕΙΒΑΤΩΝ» εἰς Ὄλυμπον. ΤΟΥ «ΣΥΛΛΟΓΟΥ ΠΕΡΙΗΓΗΣΕΩΝ» εἰς Καβάλαν, Θάσον. ΤΗΣ «ΕΝΩΣΕΩΣ ΕΜΠΟΡΟΥΠΑΛΛΗΛΩΝ» εἰς Χαλκιδικήν. xyxy=(1081,571,1242,767)
officer-figure xyxy=(59,212,83,431)
graduate-figure xyxy=(885,151,917,463)
law-graduates-headline: Οἱ νέοι πτυχιοῦχοι τῆς νομικῆς σχολῆς xyxy=(752,0,1244,72)
armed-forces-radio: 6.30 Χρονικόν καί εἰδήσεις. 6.45 Στρατιωτικά ἐμβατήρια. 7.00 Εἰδήσεις. 8.00 Τοῦ στρατιώτου τό τραγούδι. 9.00 Μουσική. 10.00 Εἰδήσεις. 12.00 Μουσική. 14.00 Εἰδήσεις. xyxy=(752,1254,913,1339)
yugoslavia-headline: Ο ΠΙΕΡ ΑΡΝΕΙΑ ΕΙΣ ΓΙΟΥΓΚΟΣΛΑΒΙΑΝ xyxy=(1265,1416,1490,1429)
unemployment-headline: ΕΜΕΙΩΘΗ ΕΙΣ ΑΜΕΡΙΚΗΝ Ο ΑΡΙΘΜΟΣ ΤΩΝ ΑΝΕΡΓΩΝ xyxy=(1251,1524,1504,1550)
officer-figure xyxy=(166,214,191,431)
divider xyxy=(1249,658,1506,660)
coin-price: 250.00 xyxy=(878,2059,911,2069)
vet-oath-headline: ΟΡΚΩΜΟΣΙΑ ΠΤΥΧΙΟΥΧΩΝ ΤΗΣ ΚΤΗΝΙΑΤΡΙΚΗΣ ΣΧΟΛΗΣ xyxy=(752,2086,1244,2110)
divider xyxy=(1249,1303,1506,1304)
congrats-heading: Συγχαρητήρια xyxy=(6,601,96,614)
taxi-stand-name: Τσιμισκῆ xyxy=(754,1960,799,1972)
taxi-stand-name: Βασιλίσσης Ὄλγας xyxy=(754,1606,847,1617)
vet-oath-caption: Στιγμιότυπον ἀπό τήν ὁρκωμοσίαν τῶν νέων πτυχιούχων τῆς κτηνιατρικῆς σχολῆς τοῦ Ἀριστοτελείου Πανεπιστημίου. xyxy=(752,2390,1244,2413)
graduate-figure xyxy=(765,180,798,463)
